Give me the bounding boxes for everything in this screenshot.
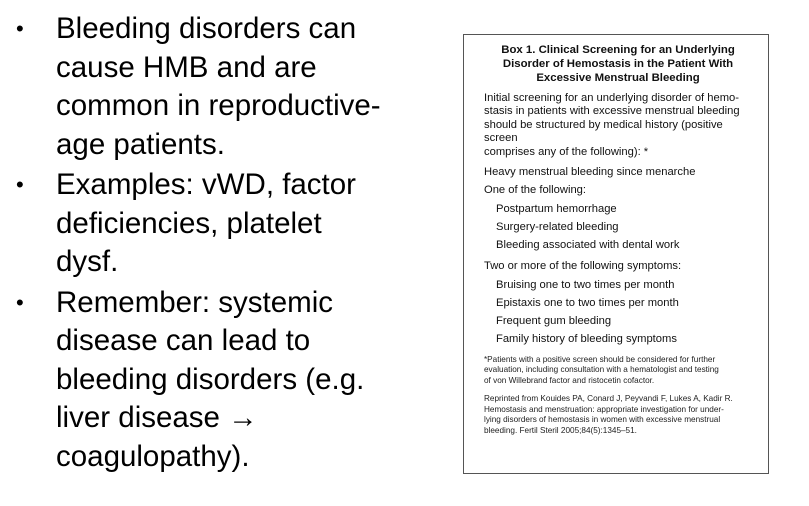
- criterion-menarche: Heavy menstrual bleeding since menarche: [484, 165, 696, 178]
- bullet-text: Examples: vWD, factor deficiencies, platelet dysf.: [56, 168, 356, 278]
- bullet-marker: •: [16, 289, 24, 315]
- screening-box: [463, 34, 769, 474]
- group-two-label: Two or more of the following symptoms:: [484, 260, 682, 273]
- group-one-label: One of the following:: [484, 184, 586, 197]
- box-intro: Initial screening for an underlying disorder of hemo- stasis in patients with excessive menstrual bleeding should be structured by medical history (positive screen comprises any of the following): *: [484, 91, 740, 158]
- group-one-item: Bleeding associated with dental work: [496, 239, 680, 252]
- box-footnote: *Patients with a positive screen should be considered for further evaluation, including consultation with a hematologist and testing of von Willebrand factor and ristocetin cofactor.: [484, 355, 719, 385]
- group-two-item: Epistaxis one to two times per month: [496, 297, 679, 310]
- bullet-text: Remember: systemic disease can lead to bleeding disorders (e.g. liver disease → coagulopathy).: [56, 285, 365, 473]
- group-two-item: Frequent gum bleeding: [496, 315, 612, 328]
- group-two-item: Bruising one to two times per month: [496, 278, 675, 291]
- group-one-item: Surgery-related bleeding: [496, 220, 619, 233]
- bullet-text: Bleeding disorders can cause HMB and are common in reproductive- age patients.: [56, 12, 381, 161]
- bullet-item: [14, 166, 424, 282]
- box-reference: Reprinted from Kouides PA, Conard J, Peyvandi F, Lukes A, Kadir R. Hemostasis and menstruation: appropriate investigation for under- lying disorders of hemostasis in women with excessive menstrual bleeding. Fertil Steril 2005;84(5):1345–51.: [484, 394, 733, 435]
- bullet-item: [14, 284, 424, 477]
- bullet-marker: •: [16, 16, 24, 41]
- bullet-marker: •: [16, 172, 24, 197]
- group-two-item: Family history of bleeding symptoms: [496, 333, 677, 346]
- group-one-item: Postpartum hemorrhage: [496, 202, 617, 215]
- bullet-item: [14, 10, 424, 164]
- bullet-list: [14, 10, 424, 478]
- box-title: Box 1. Clinical Screening for an Underlying Disorder of Hemostasis in the Patient With Excessive Menstrual Bleeding: [501, 44, 735, 85]
